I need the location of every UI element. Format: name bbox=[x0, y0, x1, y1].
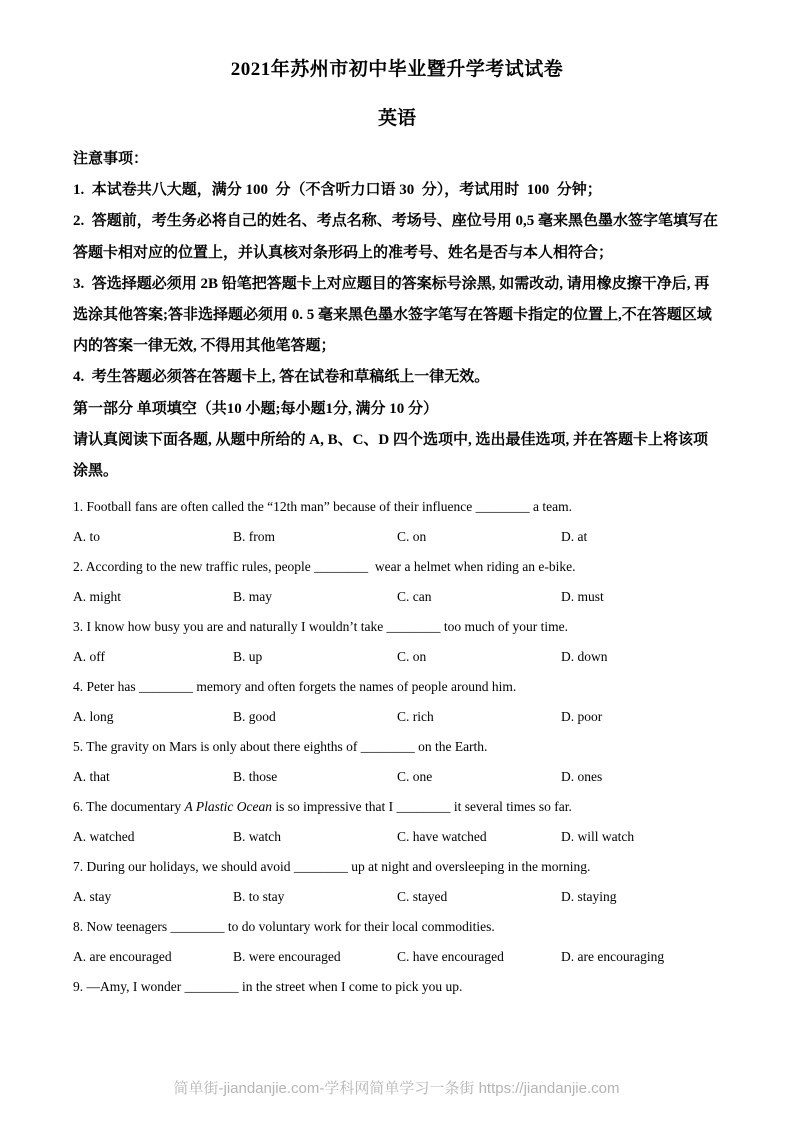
notice-item-2: 2. 答题前，考生务必将自己的姓名、考点名称、考场号、座位号用 0,5 毫来黑色墨水签字笔填写在答题卡相对应的位置上，并认真核对条形码上的准考号、姓名是否与本人相符合； bbox=[73, 213, 719, 261]
question-6-option-c: C. have watched bbox=[397, 829, 487, 845]
question-8-option-c: C. have encouraged bbox=[397, 949, 504, 965]
question-8-option-d: D. are encouraging bbox=[561, 949, 665, 965]
question-1-option-a: A. to bbox=[73, 529, 100, 545]
question-5-option-d: D. ones bbox=[561, 769, 603, 785]
question-8-option-a: A. are encouraged bbox=[73, 949, 172, 965]
question-2 bbox=[73, 557, 721, 606]
paper-title: 2021年苏州市初中毕业暨升学考试试卷 bbox=[230, 59, 564, 80]
section-heading: 第一部分 单项填空（共10 小题;每小题1分, 满分 10 分） bbox=[73, 400, 438, 417]
notice-item-1: 1. 本试卷共八大题，满分 100 分（不含听力口语 30 分），考试用时 100 分钟； bbox=[73, 182, 602, 199]
question-9-text: 9. —Amy, I wonder ________ in the street when I come to pick you up. bbox=[73, 979, 463, 995]
question-1-options bbox=[73, 527, 721, 546]
section-instructions: 请认真阅读下面各题, 从题中所给的 A, B、C、D 四个选项中, 选出最佳选项, 并在答题卡上将该项涂黑。 bbox=[73, 431, 709, 479]
question-6-text bbox=[73, 797, 721, 816]
notice-item-3: 3. 答选择题必须用 2B 铅笔把答题卡上对应题目的答案标号涂黑, 如需改动, 请用橡皮擦干净后, 再选涂其他答案;答非选择题必须用 0. 5 毫来黑色墨水签字笔写在答题卡指定的位置上,不在答题区域内的答案一律无效, 不得用其他笔答题； bbox=[73, 275, 712, 355]
question-3-text: 3. I know how busy you are and naturally I wouldn’t take ________ too much of your time. bbox=[73, 619, 569, 635]
question-4-option-b: B. good bbox=[233, 709, 276, 725]
footer-watermark: 简单街-jiandanjie.com-学科网简单学习一条街 https://jiandanjie.com bbox=[173, 1080, 620, 1097]
question-9 bbox=[73, 977, 721, 996]
question-7-text: 7. During our holidays, we should avoid ________ up at night and oversleeping in the morning. bbox=[73, 859, 591, 875]
question-2-option-b: B. may bbox=[233, 589, 272, 605]
question-8-text: 8. Now teenagers ________ to do voluntary work for their local commodities. bbox=[73, 919, 495, 935]
question-2-option-a: A. might bbox=[73, 589, 122, 605]
question-5-options bbox=[73, 767, 721, 786]
question-5-text: 5. The gravity on Mars is only about there eighths of ________ on the Earth. bbox=[73, 739, 488, 755]
question-6 bbox=[73, 797, 721, 846]
question-2-text: 2. According to the new traffic rules, people ________ wear a helmet when riding an e-bike. bbox=[73, 559, 576, 575]
question-1-option-b: B. from bbox=[233, 529, 275, 545]
question-5-option-a: A. that bbox=[73, 769, 110, 785]
notice-item-4: 4. 考生答题必须答在答题卡上, 答在试卷和草稿纸上一律无效。 bbox=[73, 369, 490, 386]
question-7-option-a: A. stay bbox=[73, 889, 112, 905]
notice-section bbox=[73, 144, 721, 394]
question-4-option-d: D. poor bbox=[561, 709, 603, 725]
question-6-option-d: D. will watch bbox=[561, 829, 635, 845]
question-3-option-d: D. down bbox=[561, 649, 608, 665]
question-3-option-c: C. on bbox=[397, 649, 427, 665]
question-1-option-d: D. at bbox=[561, 529, 588, 545]
question-6-options bbox=[73, 827, 721, 846]
question-7-option-d: D. staying bbox=[561, 889, 617, 905]
notice-heading: 注意事项： bbox=[73, 151, 149, 167]
question-4 bbox=[73, 677, 721, 726]
question-5-option-b: B. those bbox=[233, 769, 278, 785]
question-8-option-b: B. were encouraged bbox=[233, 949, 341, 965]
question-6-text-pre: 6. The documentary bbox=[73, 799, 185, 815]
question-3 bbox=[73, 617, 721, 666]
question-8-options bbox=[73, 947, 721, 966]
question-3-option-b: B. up bbox=[233, 649, 263, 665]
question-1-text: 1. Football fans are often called the “12th man” because of their influence ________ a team. bbox=[73, 499, 572, 515]
question-4-option-a: A. long bbox=[73, 709, 114, 725]
paper-subject: 英语 bbox=[377, 108, 416, 129]
question-3-option-a: A. off bbox=[73, 649, 105, 665]
question-3-options bbox=[73, 647, 721, 666]
question-2-option-c: C. can bbox=[397, 589, 432, 605]
question-4-option-c: C. rich bbox=[397, 709, 434, 725]
question-5-option-c: C. one bbox=[397, 769, 433, 785]
questions-list bbox=[73, 497, 721, 996]
question-5 bbox=[73, 737, 721, 786]
question-2-options bbox=[73, 587, 721, 606]
question-6-documentary-title: A Plastic Ocean bbox=[184, 799, 272, 815]
question-7-option-c: C. stayed bbox=[397, 889, 448, 905]
question-4-text: 4. Peter has ________ memory and often forgets the names of people around him. bbox=[73, 679, 517, 695]
question-6-option-b: B. watch bbox=[233, 829, 281, 845]
question-7-options bbox=[73, 887, 721, 906]
question-1 bbox=[73, 497, 721, 546]
question-6-text-post: is so impressive that I ________ it several times so far. bbox=[271, 799, 572, 815]
question-4-options bbox=[73, 707, 721, 726]
question-1-option-c: C. on bbox=[397, 529, 427, 545]
question-8 bbox=[73, 917, 721, 966]
question-7-option-b: B. to stay bbox=[233, 889, 285, 905]
question-7 bbox=[73, 857, 721, 906]
question-2-option-d: D. must bbox=[561, 589, 604, 605]
question-6-option-a: A. watched bbox=[73, 829, 135, 845]
